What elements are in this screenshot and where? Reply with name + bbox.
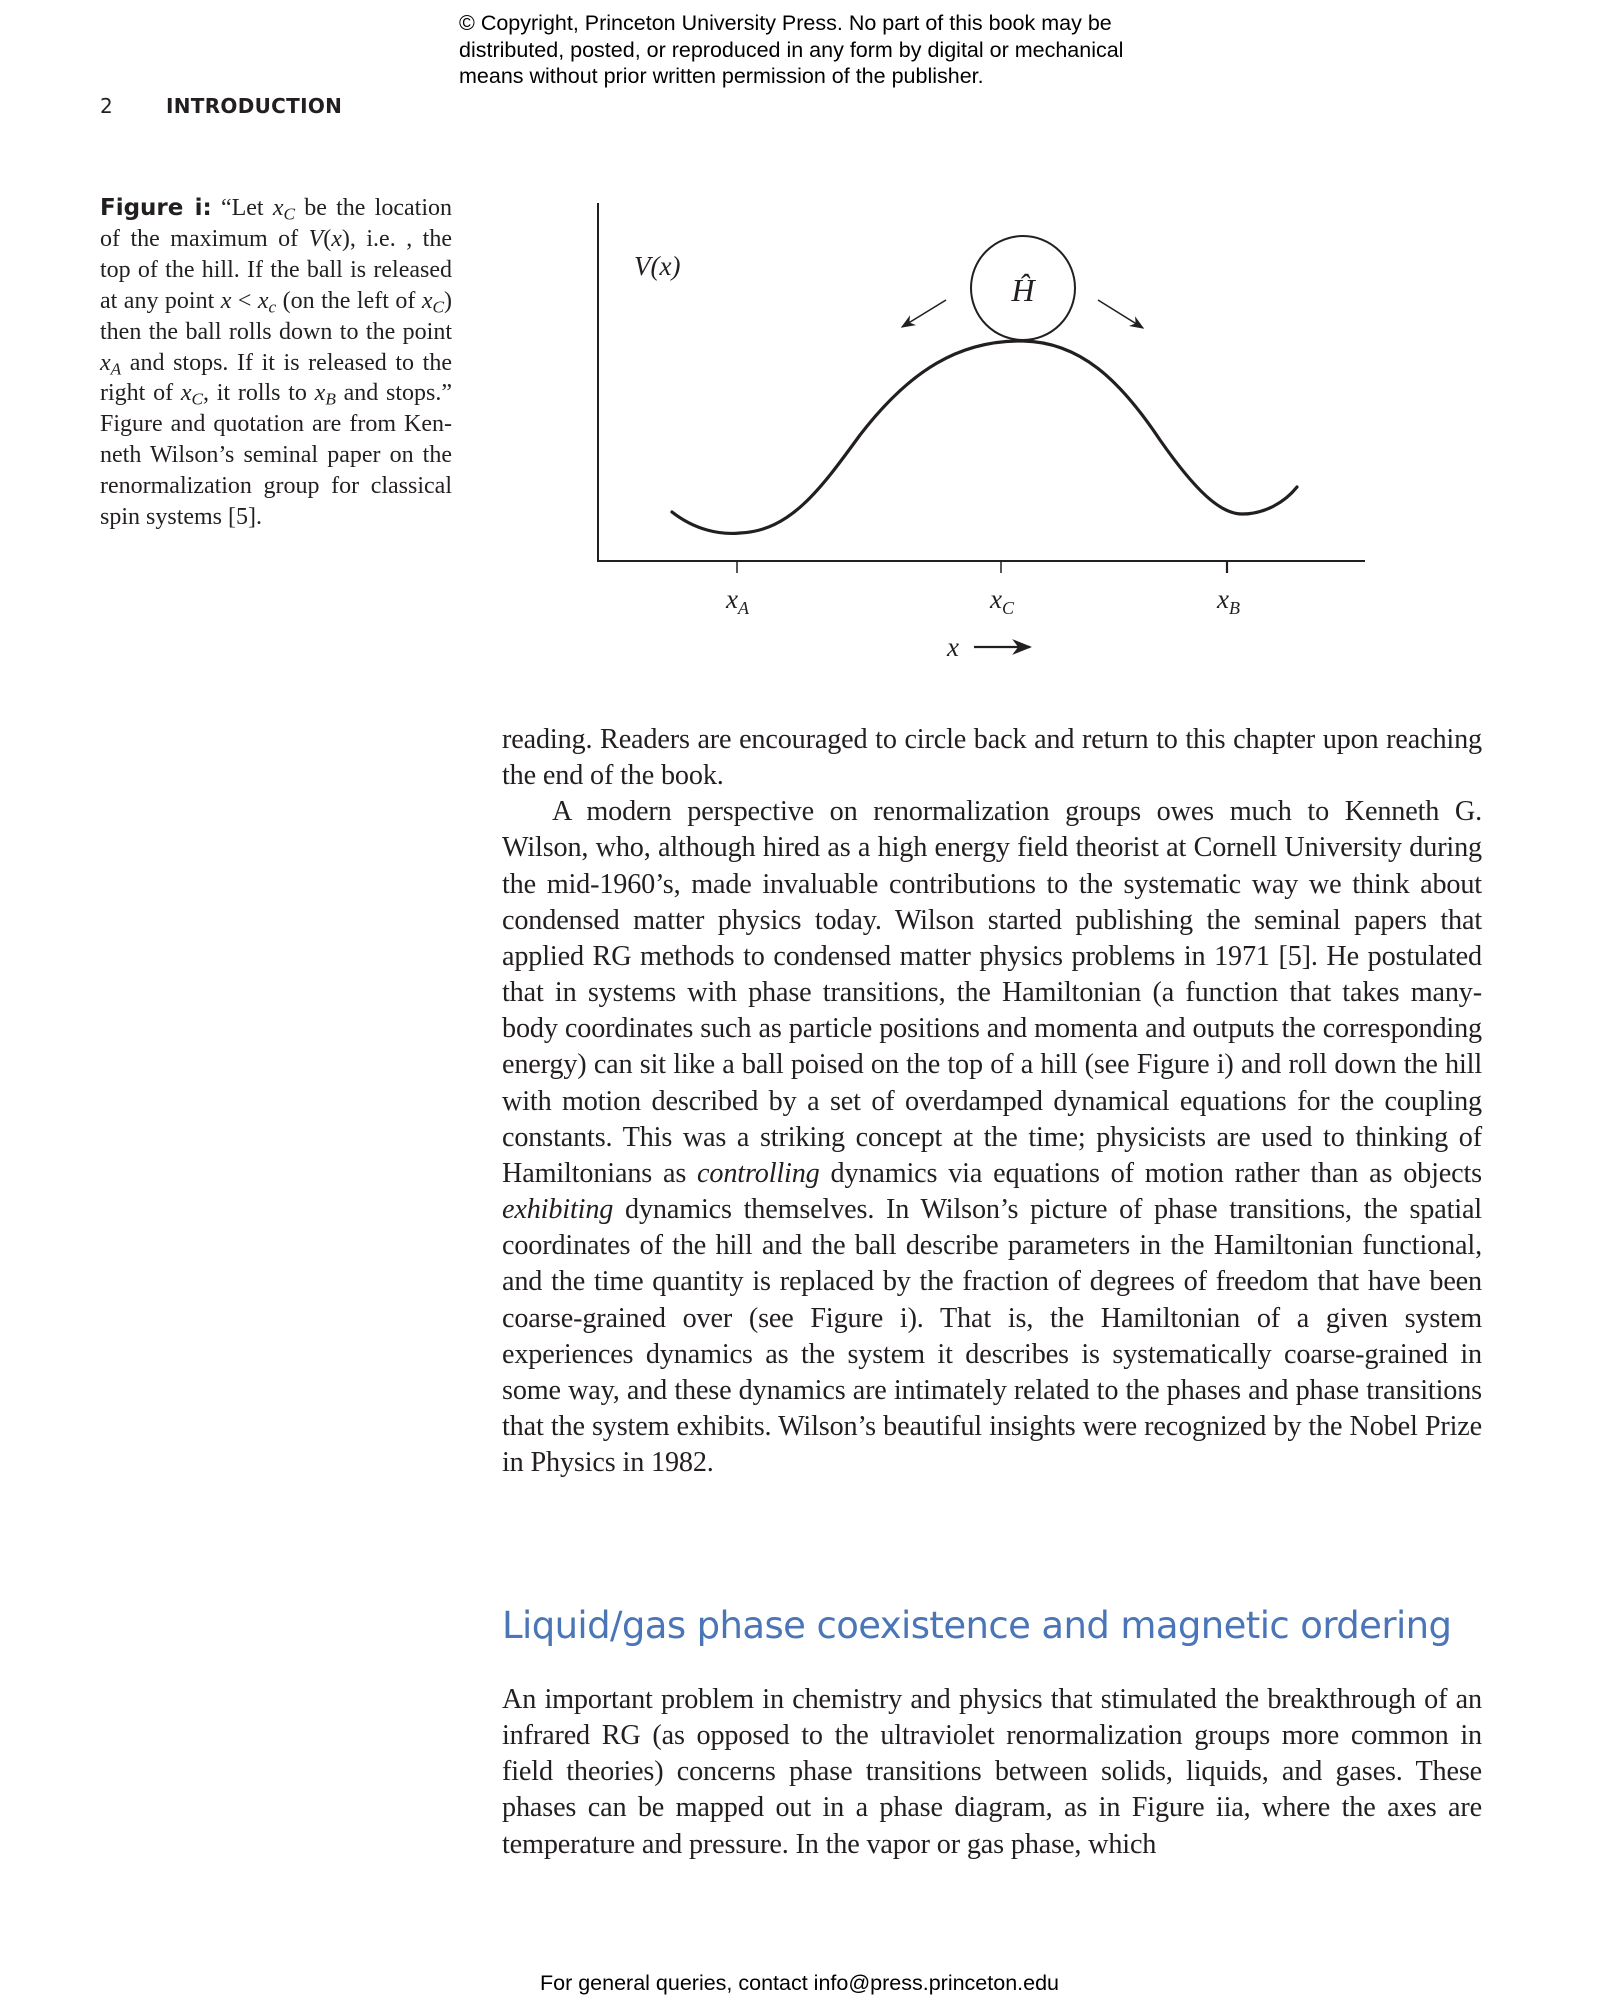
copyright-line-1: © Copyright, Princeton University Press. No part of this book may be xyxy=(459,11,1112,35)
potential-curve xyxy=(672,341,1297,533)
copyright-notice xyxy=(459,10,1219,90)
figure-potential-hill xyxy=(590,190,1390,670)
paragraph-continuation: reading. Readers are encouraged to circle back and return to this chapter upon reaching the end of the book. xyxy=(502,724,1482,792)
ball-label-H-hat: Ĥ xyxy=(1011,272,1035,308)
x-axis-label: x xyxy=(947,632,959,662)
tick-label-xC: $x_C$ xyxy=(990,584,1014,618)
caption-segment: be the location of the maximum of xyxy=(100,195,452,252)
caption-segment: , it rolls to xyxy=(203,380,315,407)
caption-segment: ), i.e. , the top of the hill. If the ball is released at any point xyxy=(100,225,452,314)
y-axis-label: V(x) xyxy=(634,251,681,281)
arrow-right-icon xyxy=(1098,300,1143,328)
running-head-section: INTRODUCTION xyxy=(166,94,343,118)
page-number: 2 xyxy=(100,94,113,118)
figure-svg xyxy=(590,190,1390,670)
paragraph-phase-transitions: An important problem in chemistry and physics that stimulated the breakthrough of an infrared RG (as opposed to the ultraviolet renormalization groups more common in field theories) concerns phase transitions between solids, liquids, and gases. These phases can be mapped out in a phase diagram, as in Figure iia, where the axes are temperature and pressure. In the vapor or gas phase, which xyxy=(502,1684,1482,1860)
caption-segment: $x_c$ xyxy=(257,287,277,317)
caption-segment: x xyxy=(331,225,342,252)
figure-caption xyxy=(100,193,452,533)
paragraph-segment: A modern perspective on renormalization groups owes much to Kenneth G. Wilson, who, although hired as a high energy field theorist at Cornell University during the mid-1960’s, made invaluable contributions to the systematic way we think about condensed matter physics today. Wilson started publishing the seminal papers that applied RG methods to condensed matter physics problems in 1971 [5]. He postulated that in systems with phase transitions, the Hamiltonian (a function that takes many-body coordinates such as particle positions and momenta and outputs the corresponding energy) can sit like a ball poised on the top of a hill (see Figure i) and roll down the hill with motion described by a set of overdamped dynamical equations for the coupling constants. This was a striking concept at the time; physicists are used to thinking of Hamiltonians as xyxy=(502,796,1482,1189)
caption-segment: $x_B$ xyxy=(314,380,336,409)
caption-segment: and stops.” Figure and quotation are from Kenneth Wilson’s seminal paper on the renormalization group for classical spin systems [5]. xyxy=(100,380,452,531)
caption-segment: ) then the ball rolls down to the point xyxy=(100,287,452,345)
caption-segment: “Let xyxy=(211,195,273,221)
figure-caption-text xyxy=(100,195,452,530)
caption-segment: (on the left of xyxy=(276,287,422,314)
arrow-left-icon xyxy=(902,300,946,327)
footer-contact: For general queries, contact info@press.princeton.edu xyxy=(540,1971,1060,1995)
body-paragraph-2 xyxy=(502,1682,1482,1863)
caption-segment: V xyxy=(308,225,324,252)
tick-label-xA: $x_A$ xyxy=(726,584,749,618)
caption-segment: $x_C$ xyxy=(180,380,203,409)
paragraph-segment: dynamics themselves. In Wilson’s picture of phase transitions, the spatial coordinates of the hill and the ball describe parameters in the Hamiltonian functional, and the time quantity is replaced by the fraction of degrees of freedom that have been coarse-grained over (see Figure i). That is, the Hamiltonian of a given system experiences dynamics as the system it describes is systematically coarse-grained in some way, and these dynamics are intimately related to the phases and phase transitions that the system exhibits. Wilson’s beautiful insights were recognized by the Nobel Prize in Physics in 1982. xyxy=(502,1194,1482,1479)
section-heading: Liquid/gas phase coexistence and magnetic ordering xyxy=(502,1604,1452,1647)
body-paragraph-1 xyxy=(502,722,1482,1481)
copyright-line-2: distributed, posted, or reproduced in any form by digital or mechanical xyxy=(459,37,1124,62)
copyright-line-3: means without prior written permission of the publisher. xyxy=(459,64,984,88)
paragraph-segment: controlling xyxy=(697,1157,820,1189)
caption-segment: $x_C$ xyxy=(272,195,295,224)
caption-segment: < xyxy=(231,287,258,314)
paragraph-segment: exhibiting xyxy=(502,1194,614,1226)
tick-label-xB: $x_B$ xyxy=(1217,584,1240,618)
paragraph-wilson xyxy=(502,794,1482,1481)
figure-label: Figure i: xyxy=(100,195,212,221)
caption-segment: x xyxy=(220,287,232,314)
caption-segment: $x_A$ xyxy=(100,349,122,378)
paragraph-segment: dynamics via equations of motion rather than as objects xyxy=(819,1157,1482,1189)
caption-segment: $x_C$ xyxy=(421,287,444,317)
caption-segment: ( xyxy=(323,225,332,252)
caption-segment: and stops. If it is released to the right of xyxy=(100,349,452,407)
